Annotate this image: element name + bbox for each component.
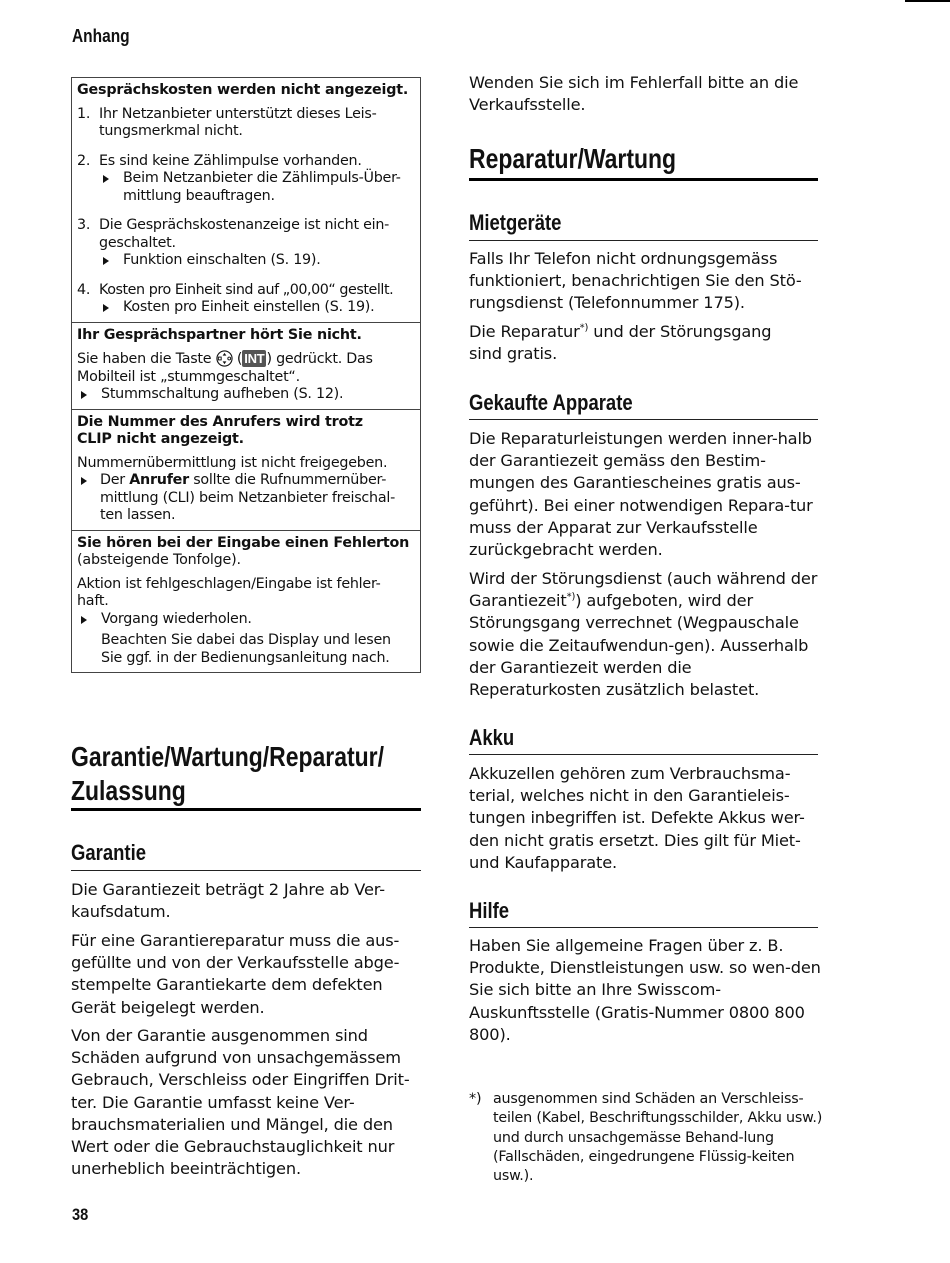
text-part: und der Störungsgang sind gratis. <box>469 322 772 364</box>
section-heading-garantie: Garantie <box>71 840 146 865</box>
action-step <box>99 170 416 205</box>
table-section-heading <box>77 535 416 570</box>
top-rule <box>905 0 950 2</box>
text-part: Die Reparatur <box>469 322 580 341</box>
action-prefix: Der <box>100 472 125 488</box>
item-number: 3. <box>77 217 91 233</box>
paragraph: Die Reparaturleistungen werden inner-halb der Garantiezeit gemäss den Bestim-mungen des Garantiescheines gratis aus-geführt). Bei einer notwendigen Repara-tur muss der Apparat zur Verkaufsstelle zurückgebracht werden. <box>469 429 813 560</box>
table-section-text: Nummernübermittlung ist nicht freigegeben. <box>77 454 388 471</box>
arrow-right-icon <box>81 391 87 399</box>
main-heading <box>71 740 384 808</box>
text-after-key: gedrückt. Das Mobilteil ist „stummgeschaltet“. <box>77 351 373 385</box>
table-section-heading: Ihr Gesprächspartner hört Sie nicht. <box>77 326 362 343</box>
arrow-right-icon <box>103 304 109 312</box>
paragraph: Haben Sie allgemeine Fragen über z. B. Produkte, Dienstleistungen usw. so wen-den Sie sich bitte an Ihre Swisscom-Auskunftsstelle (Gratis-Nummer 0800 800 800). <box>469 936 821 1044</box>
heading-suffix: (absteigende Tonfolge). <box>77 552 241 568</box>
paragraph: Von der Garantie ausgenommen sind Schäden aufgrund von unsachgemässem Gebrauch, Verschleiss oder Eingriffen Drit-ter. Die Garantie umfasst keine Ver-brauchsmaterialien und Mängel, die den Wert oder die Gebrauchstauglichkeit nur unerheblich beeinträchtigen. <box>71 1026 410 1179</box>
text-part: ) aufgeboten, wird der Störungsgang verrechnet (Wegpauschale sowie die Zeitaufwendun-gen). Ausserhalb der Garantiezeit werden die Reperaturkosten zusätzlich belastet. <box>469 591 809 700</box>
heading-rule <box>469 240 818 241</box>
paragraph <box>469 568 821 701</box>
footnote-marker: *) <box>579 322 589 334</box>
heading-rule <box>469 178 818 181</box>
table-section-error-tone <box>72 530 420 673</box>
text-part: Wird der Störungsdienst (auch während der Garantiezeit <box>469 569 818 611</box>
table-section-partner <box>72 322 420 409</box>
table-section-note: Beachten Sie dabei das Display und lesen Sie ggf. in der Bedienungsanleitung nach. <box>101 632 391 666</box>
table-section-text: Aktion ist fehlgeschlagen/Eingabe ist fehler-haft. <box>77 575 381 609</box>
heading-bold: Sie hören bei der Eingabe einen Fehlerton <box>77 534 410 551</box>
paragraph <box>469 321 809 365</box>
heading-rule <box>469 419 818 420</box>
int-key-icon: INT <box>244 351 265 366</box>
item-text: Ihr Netzanbieter unterstützt dieses Leis-tungsmerkmal nicht. <box>99 105 377 139</box>
heading-rule <box>71 808 421 811</box>
arrow-right-icon <box>103 175 109 183</box>
list-item <box>77 153 416 206</box>
heading-rule <box>469 754 818 755</box>
list-item <box>77 217 416 270</box>
nav-key-icon <box>216 350 233 367</box>
item-text: Kosten pro Einheit sind auf „00,00“ gestellt. <box>99 281 394 298</box>
list-item <box>77 282 416 317</box>
heading-rule <box>71 870 421 871</box>
section-heading-akku: Akku <box>469 725 515 750</box>
action-step <box>99 252 416 270</box>
footnote <box>469 1090 829 1186</box>
item-number: 4. <box>77 281 91 298</box>
arrow-right-icon <box>81 477 87 485</box>
footnote-text: ausgenommen sind Schäden an Verschleiss-teilen (Kabel, Beschriftungsschilder, Akku usw.) und durch unsachgemässe Behand-lung (Fallschäden, eingedrungene Flüssig-keiten usw.). <box>493 1091 823 1185</box>
action-bold: Anrufer <box>129 472 189 488</box>
main-heading-line1: Garantie/Wartung/Reparatur/ <box>71 741 384 772</box>
table-section-clip <box>72 409 420 530</box>
table-section-heading: Die Nummer des Anrufers wird trotz CLIP nicht angezeigt. <box>77 413 363 447</box>
action-text: Funktion einschalten (S. 19). <box>123 252 321 268</box>
paragraph: Die Garantiezeit beträgt 2 Jahre ab Ver-kaufsdatum. <box>71 880 385 922</box>
item-number: 2. <box>77 152 91 169</box>
main-heading-reparatur: Reparatur/Wartung <box>469 143 677 174</box>
action-text: Vorgang wiederholen. <box>101 610 252 627</box>
action-text: Kosten pro Einheit einstellen (S. 19). <box>123 299 375 315</box>
action-step <box>99 299 416 317</box>
running-head: Anhang <box>72 26 130 46</box>
action-step <box>77 386 416 404</box>
table-section-heading: Gesprächskosten werden nicht angezeigt. <box>77 82 409 98</box>
page-number: 38 <box>72 1205 89 1224</box>
section-heading-hilfe: Hilfe <box>469 898 510 923</box>
footnote-marker: *) <box>566 591 576 603</box>
heading-rule <box>469 927 818 928</box>
item-number: 1. <box>77 105 91 122</box>
action-text: Beim Netzanbieter die Zählimpuls-Über-mittlung beauftragen. <box>123 170 401 204</box>
paragraph: Falls Ihr Telefon nicht ordnungsgemäss funktioniert, benachrichtigen Sie den Stö-rungsdienst (Telefonnummer 175). <box>469 249 802 313</box>
footnote-mark: *) <box>469 1091 482 1107</box>
table-section-text: Sie haben die Taste ( INT ) gedrückt. Das Mobilteil ist „stummgeschaltet“. <box>77 351 373 385</box>
action-rest: sollte die Rufnummernüber-mittlung (CLI) beim Netzanbieter freischal-ten lassen. <box>100 472 395 523</box>
section-heading-gekaufte-apparate: Gekaufte Apparate <box>469 390 633 415</box>
action-step <box>77 472 416 525</box>
action-text: Stummschaltung aufheben (S. 12). <box>101 386 344 402</box>
item-text: Es sind keine Zählimpulse vorhanden. <box>99 152 362 169</box>
action-text <box>100 472 395 523</box>
table-section-costs <box>72 78 420 322</box>
text-before-key: Sie haben die Taste <box>77 351 212 367</box>
main-heading-line2: Zulassung <box>71 775 186 806</box>
item-text: Die Gesprächskostenanzeige ist nicht ein-geschaltet. <box>99 217 390 251</box>
list-item <box>77 106 416 141</box>
paragraph: Wenden Sie sich im Fehlerfall bitte an die Verkaufsstelle. <box>469 73 799 115</box>
action-step <box>77 611 416 629</box>
troubleshooting-table <box>71 77 421 673</box>
paragraph: Für eine Garantiereparatur muss die aus-gefüllte und von der Verkaufsstelle abge-stempelte Garantiekarte dem defekten Gerät beigelegt werden. <box>71 931 400 1017</box>
section-heading-mietgeraete: Mietgeräte <box>469 210 562 235</box>
paragraph: Akkuzellen gehören zum Verbrauchsma-terial, welches nicht in den Garantieleis-tungen inbegriffen ist. Defekte Akkus wer-den nicht gratis ersetzt. Dies gilt für Miet- und Kaufapparate. <box>469 764 805 872</box>
arrow-right-icon <box>81 616 87 624</box>
arrow-right-icon <box>103 257 109 265</box>
